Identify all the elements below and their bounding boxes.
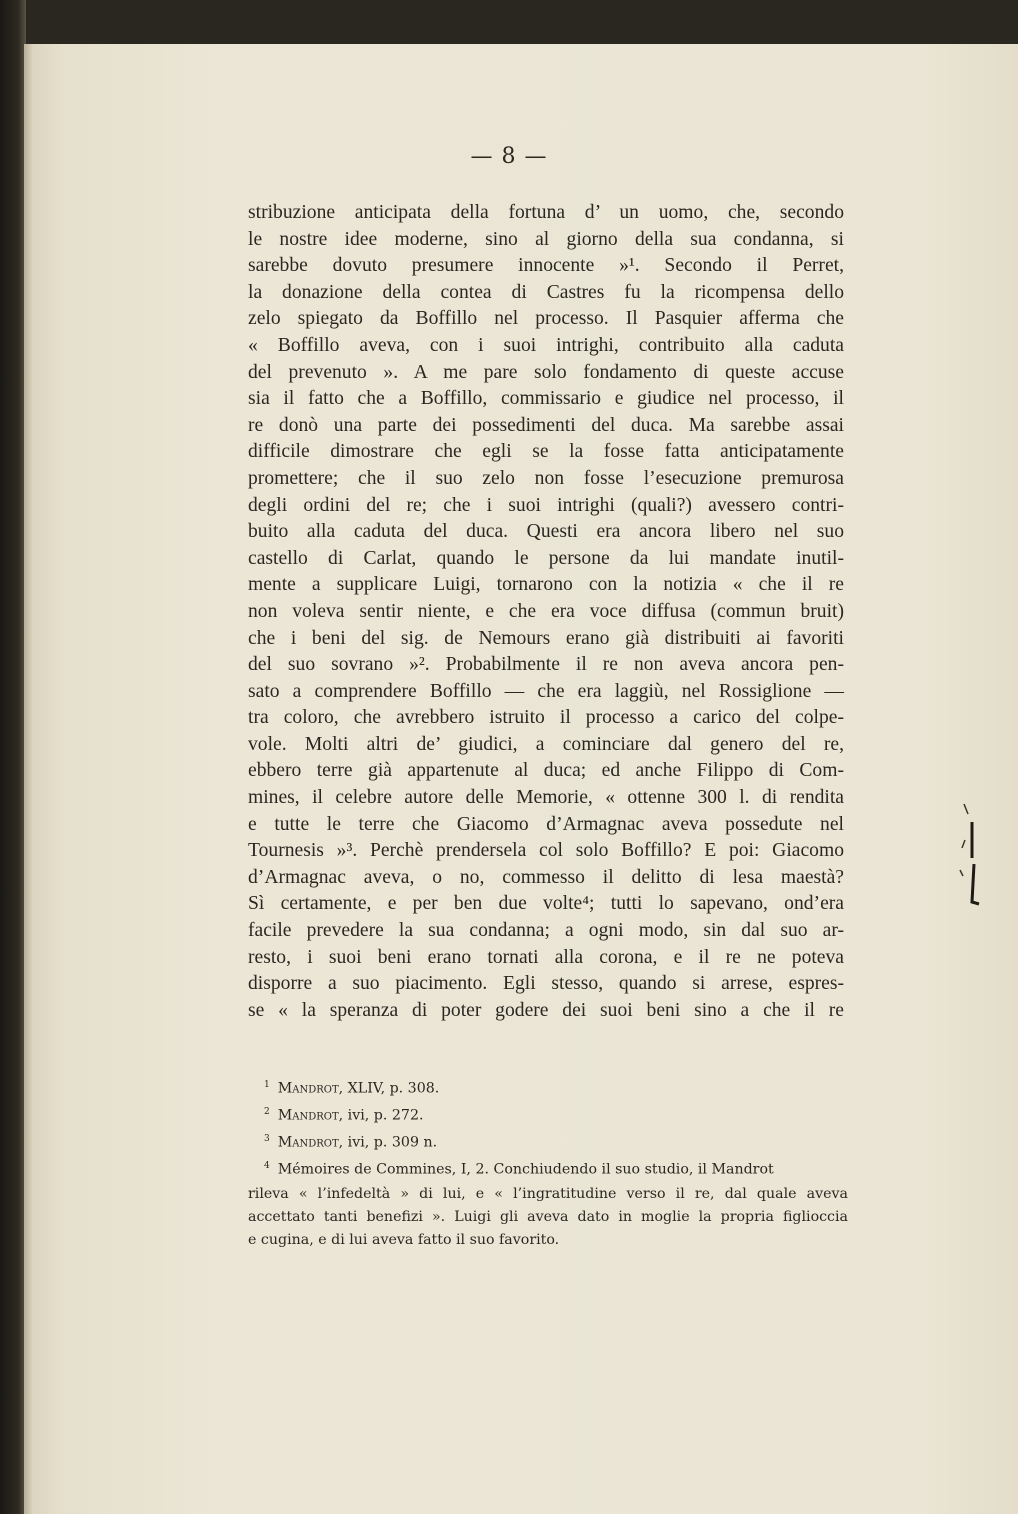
- main-text: [248, 200, 844, 1024]
- text-line: castello di Carlat, quando le persone da lui mandate inutil-: [248, 547, 844, 569]
- text-line: degli ordini del re; che i suoi intrighi (quali?) avessero contri-: [248, 494, 844, 516]
- footnote-author: Mandrot: [277, 1135, 339, 1152]
- footnote-line: [248, 1229, 848, 1252]
- footnote-text: accettato tanti benefizi ». Luigi gli aveva dato in moglie la propria figlioccia: [248, 1208, 848, 1225]
- footnote-text: , ivi, p. 272.: [338, 1107, 424, 1124]
- text-line: ebbero terre già appartenute al duca; ed anche Filippo di Com-: [248, 760, 844, 782]
- text-line: le nostre idee moderne, sino al giorno della sua condanna, si: [248, 228, 844, 250]
- text-line: Sì certamente, e per ben due volte⁴; tutti lo sapevano, ond’era: [248, 893, 844, 915]
- text-line: la donazione della contea di Castres fu la ricompensa dello: [248, 281, 844, 303]
- text-line: re donò una parte dei possedimenti del duca. Ma sarebbe assai: [248, 414, 844, 436]
- pencil-mark-icon: [952, 800, 992, 930]
- page-number: — 8 —: [470, 144, 548, 169]
- text-line: promettere; che il suo zelo non fosse l’esecuzione premurosa: [248, 467, 844, 489]
- footnote-text: e cugina, e di lui aveva fatto il suo favorito.: [248, 1232, 560, 1249]
- footnote-line: [248, 1183, 848, 1206]
- text-line: e tutte le terre che Giacomo d’Armagnac aveva possedute nel: [248, 813, 844, 835]
- footnotes: [248, 1074, 848, 1253]
- text-line: sia il fatto che a Boffillo, commissario e giudice nel processo, il: [248, 388, 844, 410]
- text-line: sarebbe dovuto presumere innocente »¹. Secondo il Perret,: [248, 255, 844, 277]
- text-line: vole. Molti altri de’ giudici, a cominciare dal genero del re,: [248, 733, 844, 755]
- footnote-text: , ivi, p. 309 n.: [338, 1135, 438, 1152]
- footnote: [248, 1128, 848, 1155]
- text-line: se « la speranza di poter godere dei suoi beni sino a che il re: [248, 999, 844, 1021]
- footnote-author: Mandrot: [277, 1107, 339, 1124]
- text-line: difficile dimostrare che egli se la fosse fatta anticipatamente: [248, 441, 844, 463]
- footnote: [248, 1074, 848, 1101]
- scan-background-strip: [0, 0, 26, 1514]
- text-line: facile prevedere la sua condanna; a ogni modo, sin dal suo ar-: [248, 920, 844, 942]
- text-line: buito alla caduta del duca. Questi era ancora libero nel suo: [248, 521, 844, 543]
- text-line: che i beni del sig. de Nemours erano già distribuiti ai favoriti: [248, 627, 844, 649]
- footnote-text: Mémoires de Commines, I, 2. Conchiudendo il suo studio, il Mandrot: [277, 1162, 774, 1179]
- footnote-number: 1: [264, 1080, 270, 1090]
- text-line: zelo spiegato da Boffillo nel processo. Il Pasquier afferma che: [248, 308, 844, 330]
- footnote-line: [248, 1155, 848, 1182]
- footnote-text: , XLIV, p. 308.: [338, 1080, 440, 1097]
- text-line: non voleva sentir niente, e che era voce diffusa (commun bruit): [248, 600, 844, 622]
- footnote-number: 4: [264, 1161, 270, 1172]
- text-line: sato a comprendere Boffillo — che era laggiù, nel Rossiglione —: [248, 680, 844, 702]
- footnote-line: [248, 1206, 848, 1229]
- footnote-author: Mandrot: [277, 1080, 339, 1097]
- footnote-number: 2: [264, 1107, 270, 1118]
- text-line: disporre a suo piacimento. Egli stesso, quando si arrese, espres-: [248, 973, 844, 995]
- text-line: resto, i suoi beni erano tornati alla corona, e il re ne poteva: [248, 946, 844, 968]
- footnote-text: rileva « l’infedeltà » di lui, e « l’ingratitudine verso il re, dal quale aveva: [248, 1185, 848, 1202]
- text-line: mines, il celebre autore delle Memorie, « ottenne 300 l. di rendita: [248, 787, 844, 809]
- text-line: Tournesis »³. Perchè prendersela col solo Boffillo? E poi: Giacomo: [248, 840, 844, 862]
- text-line: mente a supplicare Luigi, tornarono con la notizia « che il re: [248, 574, 844, 596]
- text-line: d’Armagnac aveva, o no, commesso il delitto di lesa maestà?: [248, 866, 844, 888]
- margin-pencil-marks: [952, 800, 992, 930]
- text-line: tra coloro, che avrebbero istruito il processo a carico del colpe-: [248, 707, 844, 729]
- text-line: stribuzione anticipata della fortuna d’ un uomo, che, secondo: [248, 202, 844, 223]
- text-line: del suo sovrano »². Probabilmente il re non aveva ancora pen-: [248, 654, 844, 676]
- page-binding-edge: [24, 44, 32, 1514]
- text-line: « Boffillo aveva, con i suoi intrighi, contribuito alla caduta: [248, 334, 844, 356]
- text-line: del prevenuto ». A me pare solo fondamento di queste accuse: [248, 361, 844, 383]
- footnote: [248, 1101, 848, 1128]
- footnote-number: 3: [264, 1134, 270, 1145]
